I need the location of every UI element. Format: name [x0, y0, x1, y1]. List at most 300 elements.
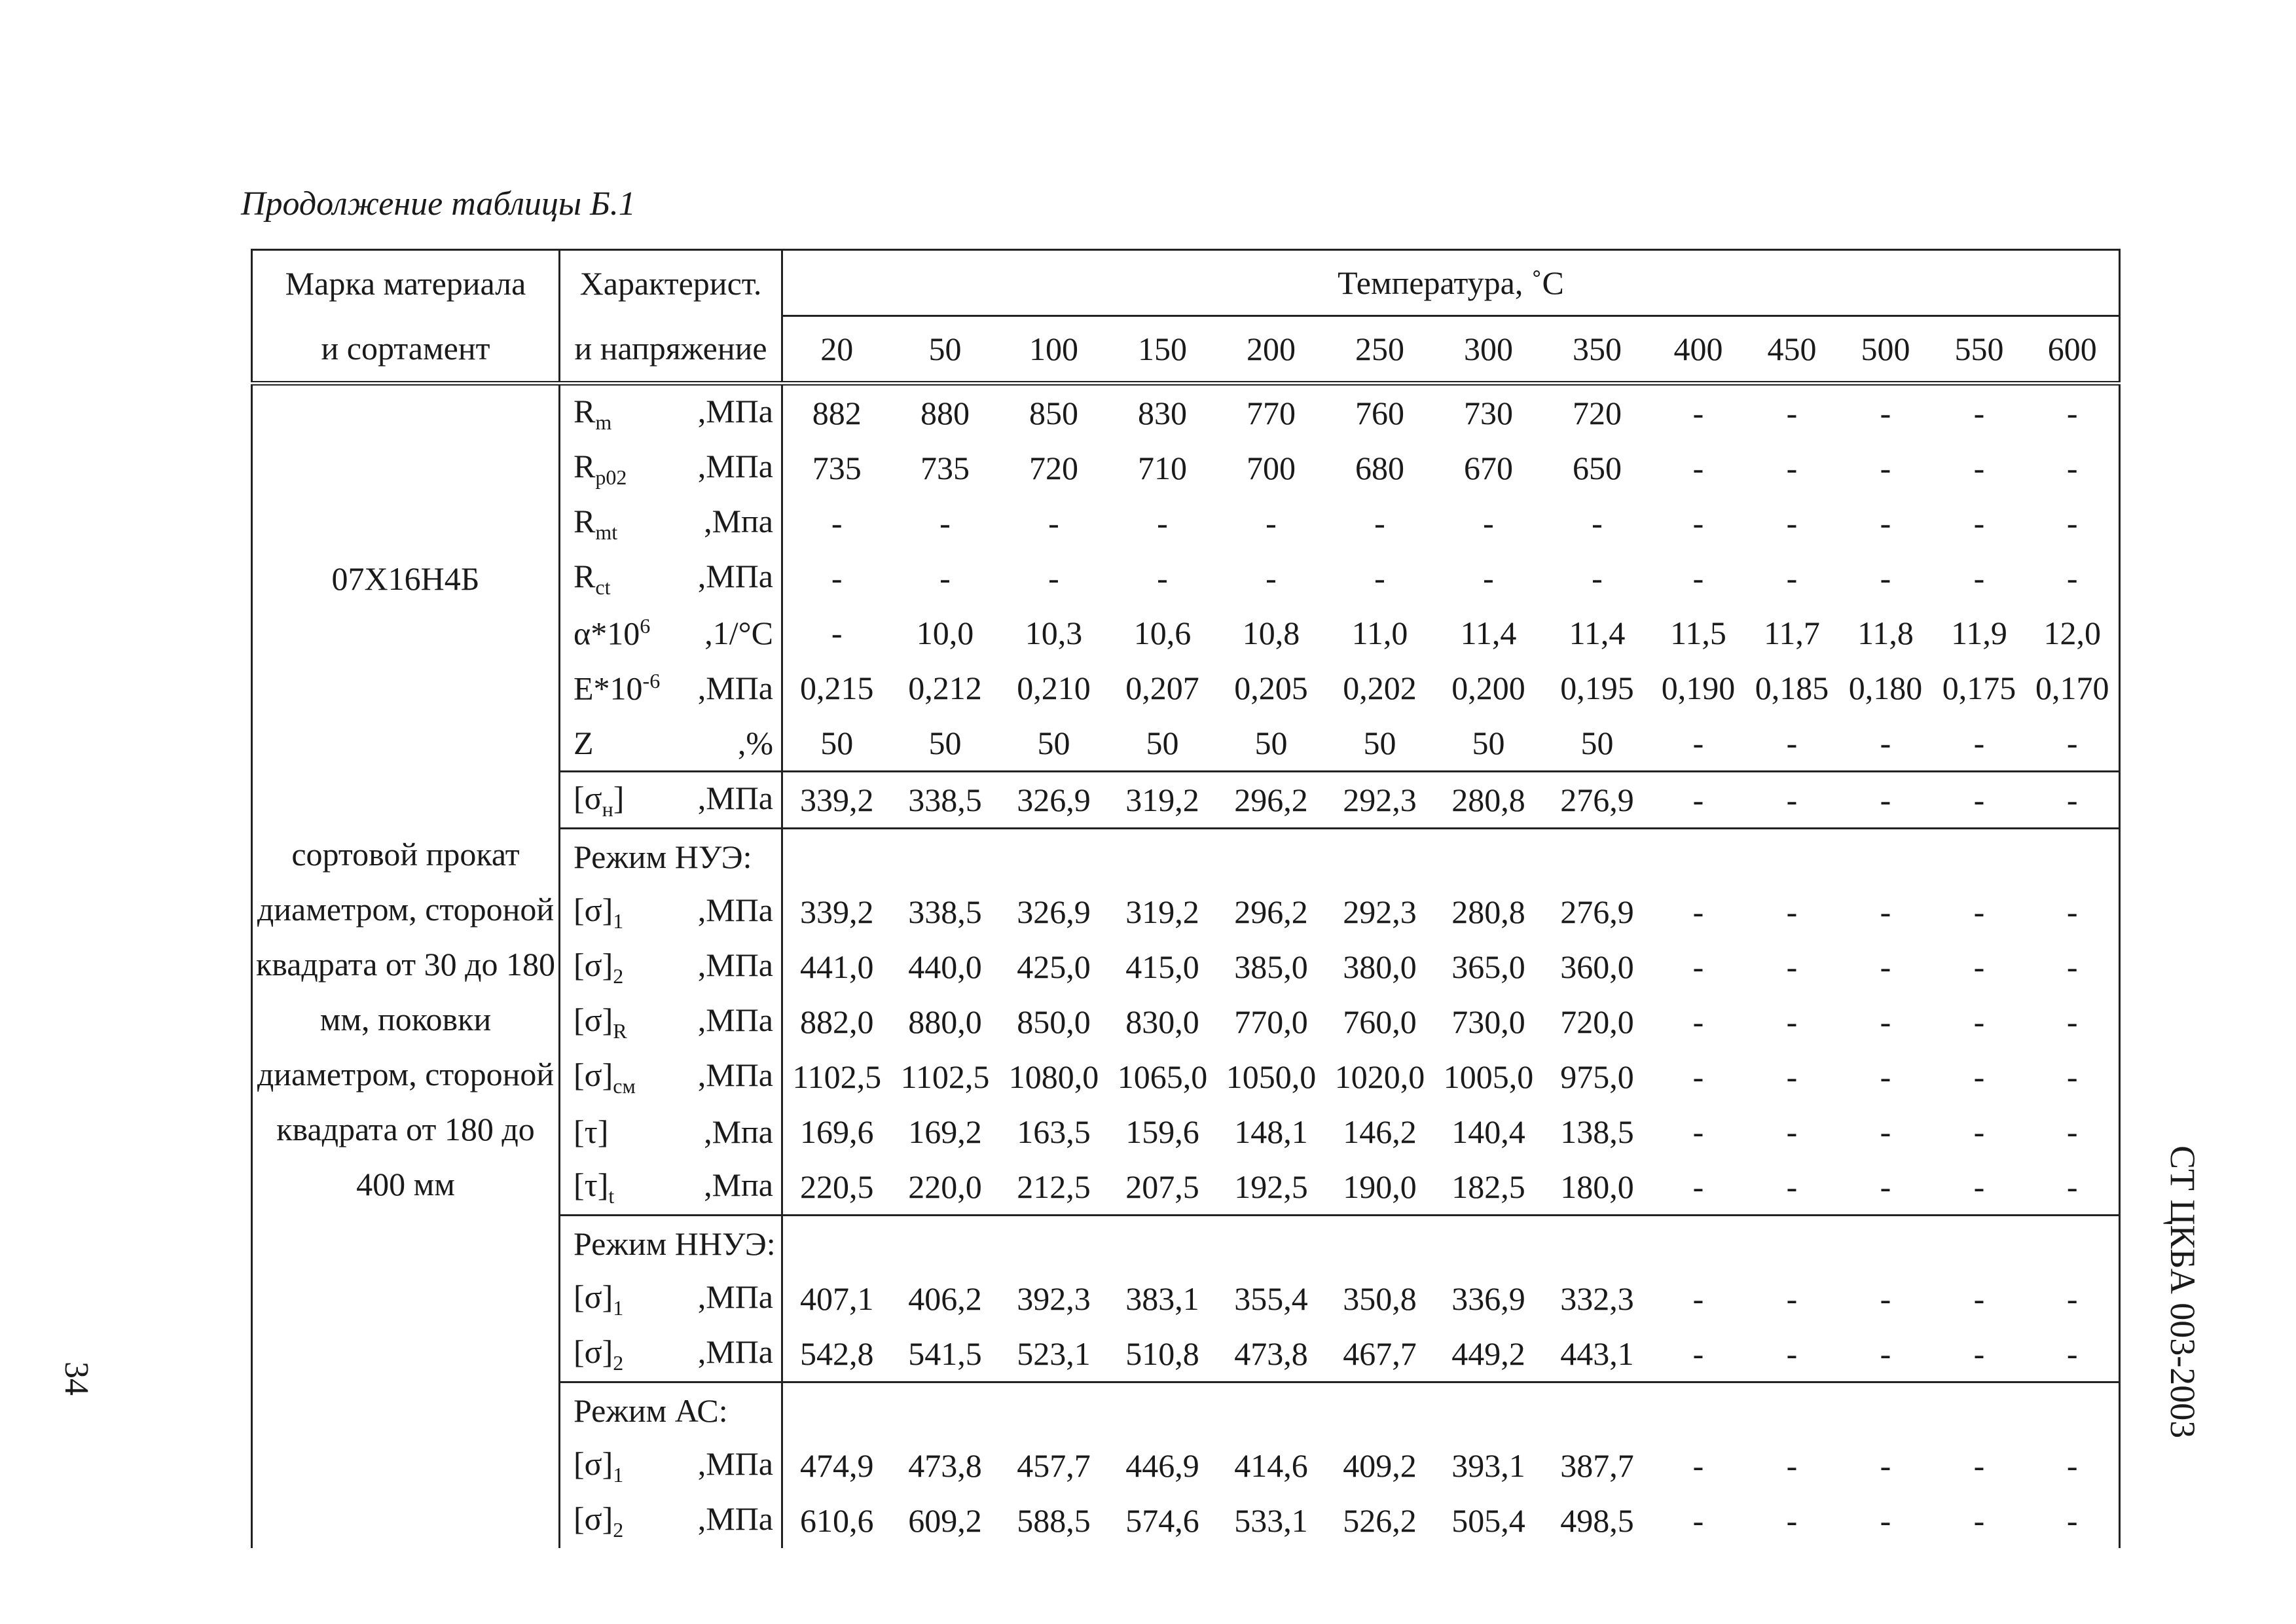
value-cell: 770	[1217, 384, 1326, 441]
value-cell: -	[1786, 1058, 1798, 1095]
value-cell: -	[2026, 550, 2120, 605]
characteristic-subscript: t	[608, 1183, 615, 1208]
value-cell: -	[1973, 505, 1985, 541]
value-cell: 392,3	[1017, 1280, 1091, 1317]
value-cell: 1102,5	[900, 1058, 990, 1095]
header-temperature-title: Температура, ˚С	[782, 250, 2120, 316]
value-cell: 0,202	[1343, 670, 1417, 706]
value-cell: 319,2	[1125, 893, 1199, 930]
value-cell: -	[939, 560, 951, 596]
material-grade: 07Х16Н4Б	[331, 560, 480, 597]
value-cell: -	[1973, 1447, 1985, 1484]
value-cell: -	[1786, 1502, 1798, 1539]
value-cell: 474,9	[800, 1447, 874, 1484]
value-cell: -	[1692, 893, 1704, 930]
characteristic-symbol: [σ]	[574, 1445, 613, 1482]
value-cell: -	[2026, 441, 2120, 496]
header-char-cell	[560, 250, 782, 316]
value-cell: 292,3	[1326, 772, 1434, 829]
value-cell: 280,8	[1434, 772, 1543, 829]
value-cell: -	[2026, 884, 2120, 939]
value-cell: -	[1374, 560, 1385, 596]
value-cell: 523,1	[1017, 1335, 1091, 1372]
value-cell: 50	[1254, 725, 1288, 761]
value-cell: -	[1786, 1335, 1798, 1372]
characteristic-unit: ,МПа	[697, 891, 773, 928]
value-cell: 510,8	[1125, 1335, 1199, 1372]
characteristic-cell	[560, 441, 782, 496]
value-cell: 680	[1355, 450, 1404, 486]
temperature-header-cell: 600	[2026, 316, 2120, 384]
value-cell: 360,0	[1560, 948, 1634, 985]
mode-row-blank	[782, 1216, 2120, 1272]
value-cell: -	[1692, 450, 1704, 486]
header-material-cell	[252, 316, 560, 384]
value-cell: 339,2	[800, 893, 874, 930]
value-cell: 1050,0	[1226, 1058, 1317, 1095]
value-cell: -	[1692, 1058, 1704, 1095]
value-cell: 446,9	[1125, 1447, 1199, 1484]
temperature-header-cell: 400	[1652, 316, 1745, 384]
value-cell: -	[2026, 772, 2120, 829]
characteristic-symbol: [σ]	[574, 1333, 613, 1370]
value-cell: -	[1786, 450, 1798, 486]
value-cell: 498,5	[1560, 1502, 1634, 1539]
value-cell: 355,4	[1234, 1280, 1308, 1317]
material-assortment-cell	[252, 772, 560, 1549]
value-cell: -	[939, 505, 951, 541]
characteristic-symbol: [σ]	[574, 1278, 613, 1315]
value-cell: 332,3	[1560, 1280, 1634, 1317]
value-cell: 406,2	[908, 1280, 982, 1317]
table-caption: Продолжение таблицы Б.1	[241, 185, 636, 223]
value-cell: -	[1880, 1280, 1891, 1317]
value-cell: 148,1	[1234, 1113, 1308, 1150]
value-cell: -	[831, 560, 843, 596]
value-cell: 473,8	[1234, 1335, 1308, 1372]
value-cell: -	[2026, 1104, 2120, 1159]
value-cell: 609,2	[908, 1502, 982, 1539]
header-material-cell	[252, 250, 560, 316]
characteristic-subscript: 1	[613, 909, 624, 933]
temperature-header-cell: 550	[1933, 316, 2026, 384]
mode-label: Режим НУЭ:	[560, 829, 782, 885]
value-cell: -	[1973, 450, 1985, 486]
characteristic-subscript: см	[613, 1074, 636, 1098]
value-cell: 296,2	[1217, 772, 1326, 829]
value-cell: 882	[782, 384, 891, 441]
value-cell: -	[1880, 1058, 1891, 1095]
characteristic-unit: ,Мпа	[704, 1166, 773, 1203]
value-cell: -	[1266, 505, 1277, 541]
value-cell: -	[1973, 1168, 1985, 1205]
value-cell: 336,9	[1451, 1280, 1525, 1317]
characteristic-unit: ,МПа	[697, 1500, 773, 1537]
value-cell: -	[1973, 948, 1985, 985]
value-cell: -	[1786, 1168, 1798, 1205]
material-properties-table	[251, 249, 2121, 1548]
value-cell: 770,0	[1234, 1003, 1308, 1040]
value-cell: -	[1786, 560, 1798, 596]
value-cell: -	[1652, 772, 1745, 829]
value-cell: 387,7	[1560, 1447, 1634, 1484]
value-cell: 720,0	[1560, 1003, 1634, 1040]
value-cell: -	[1786, 1447, 1798, 1484]
value-cell: 11,7	[1764, 615, 1820, 651]
characteristic-cell	[560, 939, 782, 994]
value-cell: -	[1266, 560, 1277, 596]
value-cell: -	[1692, 1335, 1704, 1372]
value-cell: 1102,5	[792, 1058, 882, 1095]
value-cell: 350,8	[1343, 1280, 1417, 1317]
header-row	[252, 316, 2120, 384]
characteristic-unit: ,МПа	[697, 669, 773, 706]
value-cell: -	[831, 615, 843, 651]
header-material-label-line2: и сортамент	[321, 330, 490, 367]
value-cell: -	[2026, 1271, 2120, 1326]
value-cell: 542,8	[800, 1335, 874, 1372]
value-cell: 212,5	[1017, 1168, 1091, 1205]
value-cell: 339,2	[782, 772, 891, 829]
value-cell: 975,0	[1560, 1058, 1634, 1095]
value-cell: -	[1592, 560, 1603, 596]
value-cell: 409,2	[1343, 1447, 1417, 1484]
value-cell: 533,1	[1234, 1502, 1308, 1539]
characteristic-symbol: [σ]	[574, 1001, 613, 1038]
value-cell: 11,9	[1951, 615, 2007, 651]
characteristic-subscript: 2	[613, 1350, 624, 1375]
value-cell: -	[1157, 560, 1168, 596]
value-cell: 338,5	[908, 893, 982, 930]
characteristic-cell	[560, 1326, 782, 1382]
table-row	[252, 772, 2120, 829]
temperature-header-cell: 20	[782, 316, 891, 384]
header-material-label-line1: Марка материала	[285, 264, 526, 302]
characteristic-cell	[560, 1438, 782, 1493]
characteristic-subscript: 2	[613, 964, 624, 988]
value-cell: -	[1786, 893, 1798, 930]
characteristic-unit: ,Мпа	[704, 1113, 773, 1150]
value-cell: -	[1880, 1113, 1891, 1150]
value-cell: 443,1	[1560, 1335, 1634, 1372]
value-cell: 50	[928, 725, 962, 761]
characteristic-cell	[560, 605, 782, 660]
temperature-header-cell: 300	[1434, 316, 1543, 384]
value-cell: -	[1483, 560, 1494, 596]
characteristic-symbol: [σ]	[574, 1500, 613, 1537]
value-cell: 380,0	[1343, 948, 1417, 985]
value-cell: -	[1973, 1113, 1985, 1150]
value-cell: -	[1786, 505, 1798, 541]
mode-row-blank	[782, 829, 2120, 885]
value-cell: -	[1880, 560, 1891, 596]
value-cell: 588,5	[1017, 1502, 1091, 1539]
value-cell: 0,207	[1125, 670, 1199, 706]
value-cell: 882,0	[800, 1003, 874, 1040]
value-cell: 830,0	[1125, 1003, 1199, 1040]
value-cell: 1065,0	[1117, 1058, 1208, 1095]
characteristic-subscript: p02	[595, 465, 627, 489]
characteristic-unit: ,МПа	[697, 779, 773, 816]
value-cell: 880,0	[908, 1003, 982, 1040]
value-cell: -	[1973, 1058, 1985, 1095]
characteristic-subscript: mt	[595, 520, 618, 544]
characteristic-cell	[560, 660, 782, 715]
value-cell: 1005,0	[1443, 1058, 1534, 1095]
value-cell: -	[1692, 725, 1704, 761]
value-cell: 10,6	[1133, 615, 1192, 651]
value-cell: -	[1973, 1335, 1985, 1372]
value-cell: 0,170	[2026, 660, 2120, 715]
characteristic-subscript: 1	[613, 1295, 624, 1320]
value-cell: 650	[1573, 450, 1622, 486]
characteristic-unit: ,1/°C	[704, 614, 773, 651]
value-cell: 50	[1037, 725, 1070, 761]
page-number: 34	[58, 1362, 95, 1396]
characteristic-cell	[560, 1159, 782, 1216]
mode-row-blank	[782, 1382, 2120, 1439]
characteristic-unit: ,%	[737, 725, 773, 761]
header-char-label-line1: Характерист.	[579, 264, 762, 302]
value-cell: 393,1	[1451, 1447, 1525, 1484]
characteristic-cell	[560, 1271, 782, 1326]
value-cell: 760	[1326, 384, 1434, 441]
value-cell: 760,0	[1343, 1003, 1417, 1040]
temperature-header-cell: 500	[1839, 316, 1933, 384]
characteristic-cell	[560, 1049, 782, 1104]
value-cell: -	[1786, 948, 1798, 985]
value-cell: -	[1157, 505, 1168, 541]
characteristic-subscript: 2	[613, 1517, 624, 1542]
characteristic-unit: ,МПа	[697, 1056, 773, 1093]
characteristic-symbol: R	[574, 392, 596, 429]
value-cell: 0,185	[1755, 670, 1829, 706]
temperature-header-cell: 250	[1326, 316, 1434, 384]
value-cell: 385,0	[1234, 948, 1308, 985]
value-cell: -	[2026, 715, 2120, 772]
value-cell: -	[1745, 772, 1839, 829]
characteristic-symbol: Z	[574, 725, 594, 761]
characteristic-unit: ,МПа	[697, 1001, 773, 1038]
value-cell: 207,5	[1125, 1168, 1199, 1205]
value-cell: -	[2026, 496, 2120, 550]
value-cell: -	[1786, 1113, 1798, 1150]
characteristic-symbol: R	[574, 447, 596, 484]
value-cell: 50	[1472, 725, 1505, 761]
value-cell: 11,4	[1569, 615, 1626, 651]
value-cell: -	[2026, 1049, 2120, 1104]
table-row	[252, 384, 2120, 441]
value-cell: 467,7	[1343, 1335, 1417, 1372]
value-cell: 276,9	[1543, 772, 1652, 829]
value-cell: -	[1973, 893, 1985, 930]
value-cell: 11,8	[1857, 615, 1914, 651]
value-cell: 407,1	[800, 1280, 874, 1317]
value-cell: 296,2	[1234, 893, 1308, 930]
characteristic-unit: ,МПа	[697, 392, 773, 429]
value-cell: 457,7	[1017, 1447, 1091, 1484]
value-cell: -	[1880, 1003, 1891, 1040]
value-cell: 0,180	[1848, 670, 1923, 706]
value-cell: -	[1880, 1335, 1891, 1372]
value-cell: -	[1692, 1280, 1704, 1317]
value-cell: -	[2026, 1438, 2120, 1493]
value-cell: 192,5	[1234, 1168, 1308, 1205]
value-cell: -	[2026, 1493, 2120, 1548]
characteristic-symbol: [σ]	[574, 946, 613, 983]
temperature-header-cell: 100	[1000, 316, 1108, 384]
value-cell: 735	[920, 450, 970, 486]
value-cell: 50	[1580, 725, 1614, 761]
value-cell: -	[831, 505, 843, 541]
value-cell: -	[1692, 1502, 1704, 1539]
value-cell: 880	[891, 384, 1000, 441]
value-cell: -	[1973, 725, 1985, 761]
value-cell: -	[1692, 505, 1704, 541]
value-cell: 280,8	[1451, 893, 1525, 930]
value-cell: -	[1692, 1447, 1704, 1484]
value-cell: 473,8	[908, 1447, 982, 1484]
value-cell: 169,2	[908, 1113, 982, 1150]
header-char-cell	[560, 316, 782, 384]
value-cell: 10,3	[1025, 615, 1083, 651]
value-cell: 159,6	[1125, 1113, 1199, 1150]
value-cell: -	[2026, 1326, 2120, 1382]
value-cell: -	[1973, 560, 1985, 596]
value-cell: 735	[812, 450, 862, 486]
value-cell: 0,205	[1234, 670, 1308, 706]
characteristic-cell	[560, 994, 782, 1049]
value-cell: -	[1880, 1168, 1891, 1205]
value-cell: 0,195	[1560, 670, 1634, 706]
value-cell: 670	[1464, 450, 1513, 486]
characteristic-unit: ,МПа	[697, 1445, 773, 1482]
value-cell: 0,210	[1017, 670, 1091, 706]
value-cell: -	[1839, 772, 1933, 829]
material-assortment: сортовой прокат диаметром, стороной квадрата от 30 до 180 мм, поковки диаметром, стороной квадрата от 180 до 400 мм	[255, 835, 556, 1202]
value-cell: 146,2	[1343, 1113, 1417, 1150]
value-cell: -	[1048, 505, 1059, 541]
characteristic-subscript: R	[613, 1019, 627, 1043]
value-cell: 541,5	[908, 1335, 982, 1372]
characteristic-cell	[560, 772, 782, 829]
value-cell: -	[1880, 948, 1891, 985]
characteristic-superscript: -6	[642, 668, 661, 693]
characteristic-cell	[560, 884, 782, 939]
value-cell: -	[1880, 893, 1891, 930]
value-cell: -	[2026, 1159, 2120, 1216]
value-cell: 138,5	[1560, 1113, 1634, 1150]
value-cell: -	[1745, 384, 1839, 441]
characteristic-unit: ,МПа	[697, 447, 773, 484]
value-cell: 710	[1138, 450, 1187, 486]
value-cell: 415,0	[1125, 948, 1199, 985]
value-cell: 0,190	[1661, 670, 1736, 706]
value-cell: -	[1933, 772, 2026, 829]
value-cell: 526,2	[1343, 1502, 1417, 1539]
value-cell: 50	[1363, 725, 1396, 761]
characteristic-subscript: н	[602, 797, 613, 821]
characteristic-cell	[560, 496, 782, 550]
value-cell: 50	[1146, 725, 1179, 761]
material-grade-cell	[252, 384, 560, 772]
value-cell: -	[1880, 450, 1891, 486]
value-cell: 505,4	[1451, 1502, 1525, 1539]
value-cell: 850,0	[1017, 1003, 1091, 1040]
value-cell: 169,6	[800, 1113, 874, 1150]
value-cell: -	[2026, 994, 2120, 1049]
value-cell: 319,2	[1108, 772, 1217, 829]
value-cell: -	[1692, 948, 1704, 985]
characteristic-bracket: ]	[613, 779, 625, 816]
characteristic-symbol: [τ]	[574, 1166, 609, 1203]
value-cell: -	[1880, 725, 1891, 761]
characteristic-superscript: 6	[640, 613, 651, 638]
value-cell: -	[1652, 384, 1745, 441]
value-cell: -	[1374, 505, 1385, 541]
value-cell: 0,215	[800, 670, 874, 706]
value-cell: -	[1483, 505, 1494, 541]
value-cell: 414,6	[1234, 1447, 1308, 1484]
document-code: СТ ЦКБА 003-2003	[2163, 1146, 2202, 1439]
value-cell: 10,0	[916, 615, 974, 651]
value-cell: 11,5	[1670, 615, 1726, 651]
characteristic-symbol: [σ]	[574, 1056, 613, 1093]
mode-label: Режим ННУЭ:	[560, 1216, 782, 1272]
temperature-header-cell: 50	[891, 316, 1000, 384]
value-cell: -	[1692, 1113, 1704, 1150]
characteristic-cell	[560, 715, 782, 772]
value-cell: 50	[820, 725, 854, 761]
value-cell: -	[1692, 560, 1704, 596]
value-cell: 220,5	[800, 1168, 874, 1205]
value-cell: 730,0	[1451, 1003, 1525, 1040]
value-cell: 1080,0	[1008, 1058, 1099, 1095]
value-cell: 700	[1247, 450, 1296, 486]
value-cell: -	[2026, 384, 2120, 441]
value-cell: 0,175	[1942, 670, 2016, 706]
value-cell: 11,4	[1460, 615, 1517, 651]
value-cell: -	[2026, 939, 2120, 994]
characteristic-subscript: m	[595, 410, 612, 434]
value-cell: -	[1692, 1168, 1704, 1205]
value-cell: 610,6	[800, 1502, 874, 1539]
value-cell: 0,200	[1451, 670, 1525, 706]
value-cell: 326,9	[1017, 893, 1091, 930]
value-cell: 10,8	[1242, 615, 1300, 651]
value-cell: 830	[1108, 384, 1217, 441]
characteristic-cell	[560, 384, 782, 441]
value-cell: 0,212	[908, 670, 982, 706]
temperature-header-cell: 200	[1217, 316, 1326, 384]
characteristic-symbol: [σ]	[574, 891, 613, 928]
value-cell: -	[1880, 1502, 1891, 1539]
temperature-header-cell: 150	[1108, 316, 1217, 384]
value-cell: 440,0	[908, 948, 982, 985]
value-cell: 276,9	[1560, 893, 1634, 930]
mode-label: Режим АС:	[560, 1382, 782, 1439]
value-cell: -	[1786, 1280, 1798, 1317]
value-cell: 383,1	[1125, 1280, 1199, 1317]
value-cell: 730	[1434, 384, 1543, 441]
value-cell: 720	[1543, 384, 1652, 441]
characteristic-symbol: E*10	[574, 670, 643, 707]
value-cell: 190,0	[1343, 1168, 1417, 1205]
value-cell: -	[1786, 725, 1798, 761]
characteristic-cell	[560, 1104, 782, 1159]
value-cell: -	[1592, 505, 1603, 541]
characteristic-unit: ,Мпа	[704, 502, 773, 539]
